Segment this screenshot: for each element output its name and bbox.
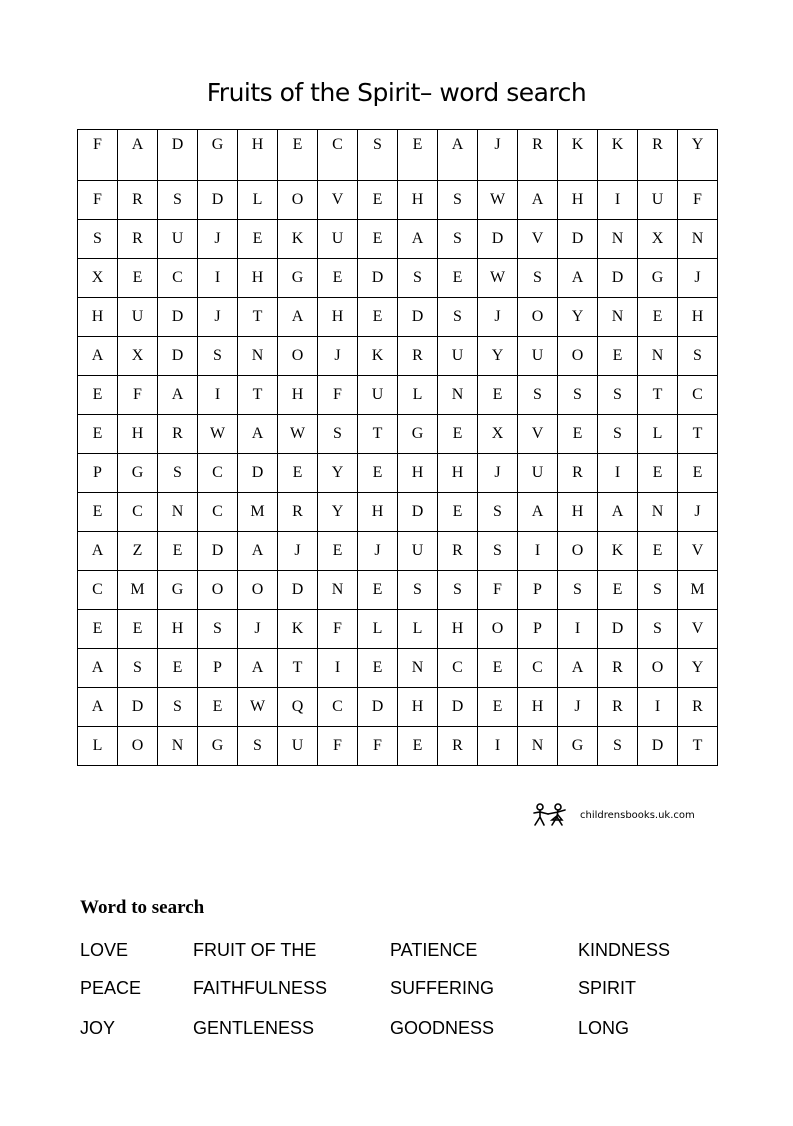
grid-cell: T [238, 376, 278, 415]
grid-cell: E [278, 454, 318, 493]
grid-cell: P [78, 454, 118, 493]
grid-cell: D [638, 727, 678, 766]
grid-cell: J [478, 130, 518, 181]
grid-cell: R [438, 532, 478, 571]
grid-cell: C [198, 454, 238, 493]
grid-cell: I [198, 259, 238, 298]
grid-cell: K [598, 130, 638, 181]
grid-cell: A [518, 493, 558, 532]
grid-cell: O [118, 727, 158, 766]
grid-cell: H [398, 454, 438, 493]
grid-cell: H [558, 181, 598, 220]
grid-cell: U [398, 532, 438, 571]
grid-cell: E [478, 376, 518, 415]
grid-cell: E [358, 220, 398, 259]
grid-cell: U [318, 220, 358, 259]
grid-cell: R [278, 493, 318, 532]
word-item: GOODNESS [390, 1018, 495, 1038]
grid-cell: A [278, 298, 318, 337]
page-title: Fruits of the Spirit– word search [206, 78, 587, 107]
grid-cell: N [598, 220, 638, 259]
grid-cell: A [118, 130, 158, 181]
grid-cell: J [478, 454, 518, 493]
grid-cell: E [598, 571, 638, 610]
grid-cell: N [598, 298, 638, 337]
grid-cell: K [558, 130, 598, 181]
grid-cell: N [158, 727, 198, 766]
grid-cell: H [78, 298, 118, 337]
grid-cell: I [598, 181, 638, 220]
word-item: SPIRIT [578, 978, 637, 998]
grid-cell: E [598, 337, 638, 376]
grid-cell: O [478, 610, 518, 649]
words-heading: Word to search [80, 897, 205, 918]
grid-cell: J [198, 220, 238, 259]
word-list [80, 940, 720, 1060]
grid-cell: H [318, 298, 358, 337]
grid-cell: E [638, 298, 678, 337]
grid-cell: E [78, 376, 118, 415]
word-item: JOY [80, 1018, 116, 1038]
grid-cell: K [358, 337, 398, 376]
grid-cell: D [438, 688, 478, 727]
grid-cell: I [318, 649, 358, 688]
grid-cell: J [678, 259, 718, 298]
grid-cell: N [438, 376, 478, 415]
grid-cell: H [438, 610, 478, 649]
grid-cell: S [558, 571, 598, 610]
grid-cell: E [78, 415, 118, 454]
grid-cell: V [678, 610, 718, 649]
grid-cell: K [278, 610, 318, 649]
grid-cell: E [78, 610, 118, 649]
word-item: LONG [578, 1018, 630, 1038]
grid-cell: A [238, 532, 278, 571]
grid-cell: D [598, 259, 638, 298]
grid-cell: S [598, 415, 638, 454]
grid-cell: C [678, 376, 718, 415]
grid-cell: N [678, 220, 718, 259]
grid-cell: E [318, 532, 358, 571]
grid-cell: A [238, 415, 278, 454]
grid-cell: S [678, 337, 718, 376]
grid-cell: T [678, 415, 718, 454]
grid-cell: X [478, 415, 518, 454]
grid-cell: Y [478, 337, 518, 376]
grid-cell: V [518, 220, 558, 259]
grid-cell: J [558, 688, 598, 727]
grid-cell: N [518, 727, 558, 766]
grid-cell: R [118, 181, 158, 220]
grid-cell: D [118, 688, 158, 727]
grid-row [78, 571, 718, 610]
grid-cell: S [398, 571, 438, 610]
grid-cell: E [238, 220, 278, 259]
grid-row [78, 727, 718, 766]
grid-cell: C [318, 688, 358, 727]
grid-cell: F [318, 610, 358, 649]
grid-cell: S [558, 376, 598, 415]
grid-cell: I [518, 532, 558, 571]
grid-cell: S [398, 259, 438, 298]
grid-cell: S [198, 337, 238, 376]
grid-cell: F [358, 727, 398, 766]
grid-cell: Y [318, 493, 358, 532]
grid-cell: D [278, 571, 318, 610]
grid-cell: S [638, 571, 678, 610]
grid-cell: N [638, 337, 678, 376]
grid-cell: T [638, 376, 678, 415]
grid-cell: G [118, 454, 158, 493]
grid-cell: E [558, 415, 598, 454]
grid-cell: S [118, 649, 158, 688]
grid-cell: M [238, 493, 278, 532]
grid-cell: H [158, 610, 198, 649]
grid-cell: G [198, 727, 238, 766]
grid-cell: A [558, 649, 598, 688]
grid-cell: O [558, 337, 598, 376]
grid-cell: E [478, 649, 518, 688]
grid-cell: O [518, 298, 558, 337]
grid-cell: A [598, 493, 638, 532]
grid-cell: E [278, 130, 318, 181]
grid-cell: G [278, 259, 318, 298]
grid-cell: A [78, 688, 118, 727]
grid-cell: O [278, 181, 318, 220]
grid-cell: D [158, 130, 198, 181]
grid-cell: O [638, 649, 678, 688]
grid-cell: R [638, 130, 678, 181]
grid-cell: L [638, 415, 678, 454]
grid-cell: T [278, 649, 318, 688]
grid-cell: S [518, 376, 558, 415]
grid-cell: R [678, 688, 718, 727]
grid-cell: D [238, 454, 278, 493]
grid-cell: U [438, 337, 478, 376]
grid-cell: W [238, 688, 278, 727]
grid-cell: S [158, 688, 198, 727]
grid-cell: C [198, 493, 238, 532]
grid-cell: H [118, 415, 158, 454]
grid-cell: J [318, 337, 358, 376]
grid-row [78, 610, 718, 649]
grid-cell: S [198, 610, 238, 649]
grid-row [78, 649, 718, 688]
grid-cell: E [158, 649, 198, 688]
grid-cell: S [438, 298, 478, 337]
grid-cell: Y [558, 298, 598, 337]
grid-cell: S [518, 259, 558, 298]
grid-cell: E [358, 571, 398, 610]
grid-cell: E [78, 493, 118, 532]
grid-cell: I [598, 454, 638, 493]
grid-cell: P [198, 649, 238, 688]
grid-cell: D [198, 181, 238, 220]
grid-row [78, 415, 718, 454]
grid-cell: K [598, 532, 638, 571]
grid-cell: E [398, 727, 438, 766]
grid-cell: D [358, 688, 398, 727]
grid-cell: C [118, 493, 158, 532]
grid-cell: V [518, 415, 558, 454]
grid-cell: S [438, 181, 478, 220]
grid-cell: U [118, 298, 158, 337]
grid-cell: N [638, 493, 678, 532]
grid-cell: A [438, 130, 478, 181]
grid-cell: D [198, 532, 238, 571]
grid-cell: S [598, 727, 638, 766]
grid-cell: J [198, 298, 238, 337]
grid-cell: D [358, 259, 398, 298]
word-item: FRUIT OF THE [193, 940, 317, 960]
grid-cell: F [78, 181, 118, 220]
grid-cell: M [678, 571, 718, 610]
grid-cell: T [678, 727, 718, 766]
grid-cell: E [318, 259, 358, 298]
grid-cell: Q [278, 688, 318, 727]
brand-footer [528, 802, 695, 828]
word-item: FAITHFULNESS [193, 978, 328, 998]
grid-cell: F [118, 376, 158, 415]
grid-cell: E [198, 688, 238, 727]
grid-cell: D [398, 298, 438, 337]
grid-cell: W [198, 415, 238, 454]
brand-site: childrensbooks.uk.com [580, 809, 695, 821]
grid-cell: C [158, 259, 198, 298]
grid-cell: T [238, 298, 278, 337]
grid-cell: F [318, 727, 358, 766]
grid-cell: H [398, 688, 438, 727]
grid-cell: N [158, 493, 198, 532]
grid-cell: Z [118, 532, 158, 571]
grid-cell: R [598, 649, 638, 688]
grid-cell: S [78, 220, 118, 259]
grid-cell: X [118, 337, 158, 376]
grid-cell: A [78, 649, 118, 688]
grid-cell: E [358, 298, 398, 337]
grid-cell: H [278, 376, 318, 415]
grid-cell: X [638, 220, 678, 259]
grid-row [78, 454, 718, 493]
word-item: GENTLENESS [193, 1018, 315, 1038]
grid-cell: C [518, 649, 558, 688]
grid-cell: V [318, 181, 358, 220]
grid-cell: W [278, 415, 318, 454]
grid-cell: S [158, 181, 198, 220]
grid-cell: P [518, 610, 558, 649]
grid-cell: S [438, 220, 478, 259]
grid-cell: R [438, 727, 478, 766]
grid-cell: H [238, 130, 278, 181]
grid-cell: J [238, 610, 278, 649]
grid-cell: U [358, 376, 398, 415]
grid-cell: A [78, 337, 118, 376]
word-search-grid [77, 129, 718, 766]
grid-cell: E [478, 688, 518, 727]
grid-cell: Y [318, 454, 358, 493]
word-item: PEACE [80, 978, 142, 998]
grid-row [78, 493, 718, 532]
word-item: PATIENCE [390, 940, 478, 960]
grid-cell: I [638, 688, 678, 727]
grid-cell: A [518, 181, 558, 220]
grid-cell: R [518, 130, 558, 181]
grid-cell: U [158, 220, 198, 259]
grid-cell: S [478, 493, 518, 532]
grid-cell: G [158, 571, 198, 610]
grid-cell: Y [678, 649, 718, 688]
grid-cell: F [318, 376, 358, 415]
grid-cell: A [558, 259, 598, 298]
grid-cell: L [358, 610, 398, 649]
grid-cell: G [398, 415, 438, 454]
grid-cell: D [398, 493, 438, 532]
grid-cell: A [238, 649, 278, 688]
grid-cell: S [438, 571, 478, 610]
grid-cell: C [78, 571, 118, 610]
two-children-icon [528, 802, 572, 828]
grid-cell: E [438, 415, 478, 454]
grid-row [78, 532, 718, 571]
grid-cell: J [278, 532, 318, 571]
grid-cell: G [198, 130, 238, 181]
grid-cell: G [558, 727, 598, 766]
grid-cell: E [438, 259, 478, 298]
grid-cell: E [438, 493, 478, 532]
grid-cell: H [518, 688, 558, 727]
grid-cell: G [638, 259, 678, 298]
grid-cell: E [638, 532, 678, 571]
grid-cell: I [198, 376, 238, 415]
grid-cell: N [318, 571, 358, 610]
grid-cell: R [598, 688, 638, 727]
grid-cell: R [118, 220, 158, 259]
grid-cell: S [358, 130, 398, 181]
grid-cell: O [558, 532, 598, 571]
grid-row [78, 688, 718, 727]
grid-cell: E [358, 181, 398, 220]
grid-cell: K [278, 220, 318, 259]
grid-cell: A [158, 376, 198, 415]
grid-cell: F [78, 130, 118, 181]
grid-cell: I [558, 610, 598, 649]
grid-cell: J [678, 493, 718, 532]
grid-row [78, 376, 718, 415]
grid-cell: N [238, 337, 278, 376]
grid-cell: Y [678, 130, 718, 181]
grid-cell: W [478, 181, 518, 220]
grid-cell: J [358, 532, 398, 571]
grid-cell: P [518, 571, 558, 610]
grid-row [78, 337, 718, 376]
grid-cell: U [638, 181, 678, 220]
grid-row [78, 220, 718, 259]
grid-cell: D [158, 337, 198, 376]
grid-cell: S [478, 532, 518, 571]
grid-cell: A [78, 532, 118, 571]
grid-cell: H [398, 181, 438, 220]
word-item: KINDNESS [578, 940, 671, 960]
grid-cell: D [598, 610, 638, 649]
word-item: LOVE [80, 940, 129, 960]
grid-cell: R [158, 415, 198, 454]
grid-cell: V [678, 532, 718, 571]
grid-cell: S [598, 376, 638, 415]
grid-cell: F [678, 181, 718, 220]
grid-cell: L [398, 376, 438, 415]
grid-cell: S [158, 454, 198, 493]
grid-row [78, 130, 718, 181]
grid-cell: O [238, 571, 278, 610]
grid-row [78, 298, 718, 337]
grid-cell: S [318, 415, 358, 454]
grid-cell: E [118, 610, 158, 649]
grid-cell: H [358, 493, 398, 532]
grid-cell: R [398, 337, 438, 376]
grid-cell: A [398, 220, 438, 259]
word-item: SUFFERING [390, 978, 495, 998]
grid-cell: E [638, 454, 678, 493]
grid-cell: M [118, 571, 158, 610]
grid-cell: C [438, 649, 478, 688]
grid-cell: H [438, 454, 478, 493]
grid-cell: L [78, 727, 118, 766]
grid-row [78, 259, 718, 298]
grid-cell: D [558, 220, 598, 259]
grid-cell: H [238, 259, 278, 298]
grid-cell: E [358, 454, 398, 493]
grid-cell: D [158, 298, 198, 337]
grid-cell: L [238, 181, 278, 220]
grid-cell: J [478, 298, 518, 337]
grid-row [78, 181, 718, 220]
grid-cell: S [638, 610, 678, 649]
grid-cell: O [198, 571, 238, 610]
grid-cell: C [318, 130, 358, 181]
grid-cell: H [678, 298, 718, 337]
grid-cell: E [118, 259, 158, 298]
grid-cell: D [478, 220, 518, 259]
grid-cell: U [518, 337, 558, 376]
grid-cell: W [478, 259, 518, 298]
grid-cell: X [78, 259, 118, 298]
grid-cell: U [518, 454, 558, 493]
grid-cell: E [358, 649, 398, 688]
grid-cell: E [678, 454, 718, 493]
grid-cell: O [278, 337, 318, 376]
grid-cell: F [478, 571, 518, 610]
grid-cell: E [398, 130, 438, 181]
grid-cell: S [238, 727, 278, 766]
grid-cell: H [558, 493, 598, 532]
grid-cell: N [398, 649, 438, 688]
grid-cell: I [478, 727, 518, 766]
grid-cell: R [558, 454, 598, 493]
grid-cell: L [398, 610, 438, 649]
grid-cell: T [358, 415, 398, 454]
grid-cell: U [278, 727, 318, 766]
grid-cell: E [158, 532, 198, 571]
